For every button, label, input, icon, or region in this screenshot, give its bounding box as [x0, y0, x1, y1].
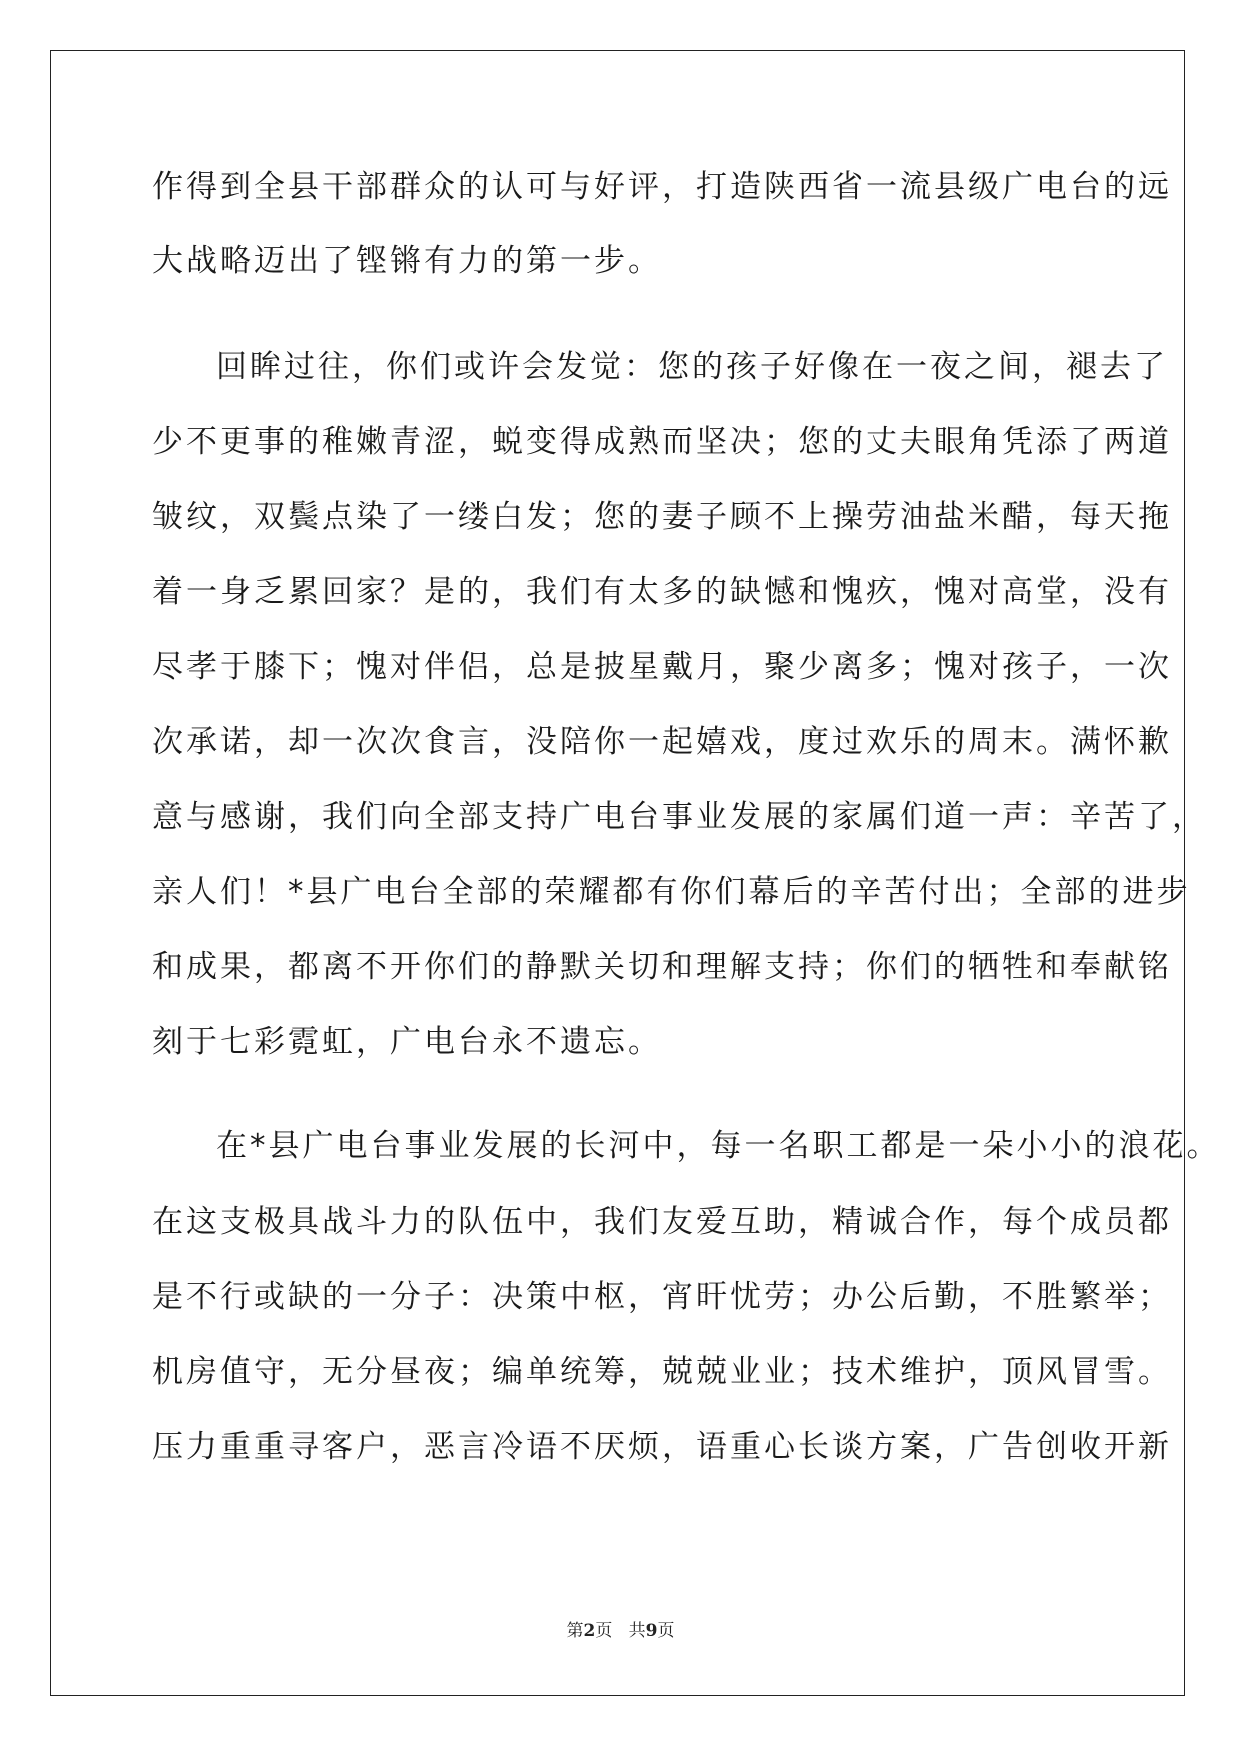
text-line: 压力重重寻客户，恶言冷语不厌烦，语重心长谈方案，广告创收开新 [152, 1429, 1172, 1465]
text-line: 刻于七彩霓虹，广电台永不遗忘。 [152, 1024, 662, 1060]
text-line: 意与感谢，我们向全部支持广电台事业发展的家属们道一声：辛苦了， [152, 799, 1206, 835]
text-line: 在这支极具战斗力的队伍中，我们友爱互助，精诚合作，每个成员都 [152, 1204, 1172, 1240]
page-suffix: 页 [657, 1621, 675, 1641]
text-line: 是不行或缺的一分子：决策中枢，宵旰忧劳；办公后勤，不胜繁举； [152, 1279, 1172, 1315]
page-mid: 页 共 [595, 1621, 646, 1641]
text-line: 大战略迈出了铿锵有力的第一步。 [152, 243, 662, 279]
text-line: 亲人们！*县广电台全部的荣耀都有你们幕后的辛苦付出；全部的进步 [152, 874, 1191, 910]
page-prefix: 第 [566, 1621, 584, 1641]
page-total-number: 9 [645, 1621, 658, 1641]
page-current-number: 2 [583, 1621, 596, 1641]
text-line: 和成果，都离不开你们的静默关切和理解支持；你们的牺牲和奉献铭 [152, 949, 1172, 985]
page-footer [0, 1616, 1241, 1641]
paragraph-start-line: 回眸过往，你们或许会发觉：您的孩子好像在一夜之间，褪去了 [216, 349, 1168, 385]
text-line: 次承诺，却一次次食言，没陪你一起嬉戏，度过欢乐的周末。满怀歉 [152, 724, 1172, 760]
text-line: 皱纹，双鬓点染了一缕白发；您的妻子顾不上操劳油盐米醋，每天拖 [152, 499, 1172, 535]
paragraph-start-line: 在*县广电台事业发展的长河中，每一名职工都是一朵小小的浪花。 [216, 1128, 1221, 1164]
text-line: 少不更事的稚嫩青涩，蜕变得成熟而坚决；您的丈夫眼角凭添了两道 [152, 424, 1172, 460]
text-line: 机房值守，无分昼夜；编单统筹，兢兢业业；技术维护，顶风冒雪。 [152, 1354, 1172, 1390]
text-line: 尽孝于膝下；愧对伴侣，总是披星戴月，聚少离多；愧对孩子，一次 [152, 649, 1172, 685]
text-line: 着一身乏累回家？是的，我们有太多的缺憾和愧疚，愧对高堂，没有 [152, 574, 1172, 610]
text-line: 作得到全县干部群众的认可与好评，打造陕西省一流县级广电台的远 [152, 169, 1172, 205]
